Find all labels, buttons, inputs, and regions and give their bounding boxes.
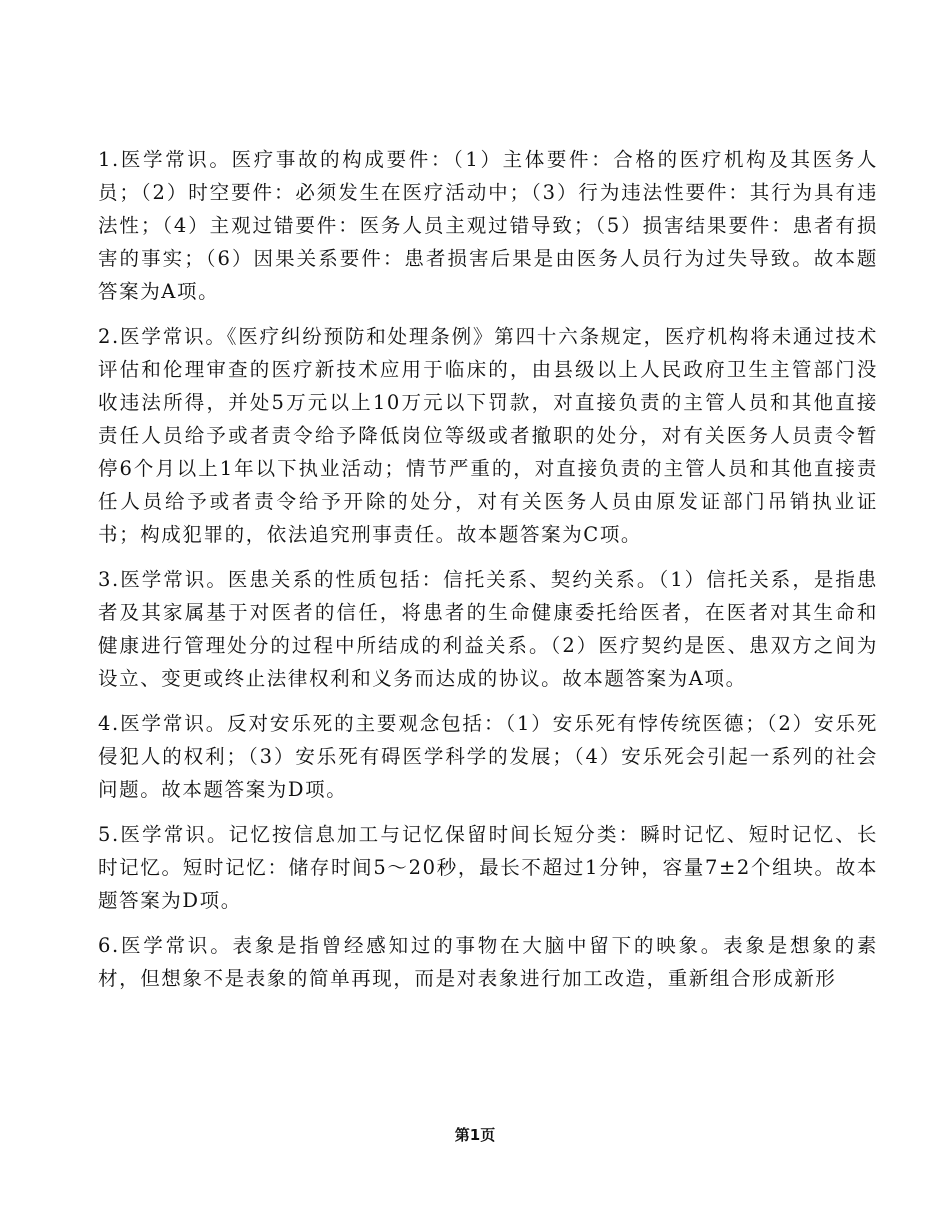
document-body bbox=[98, 143, 878, 1007]
answer-paragraph-4: 4.医学常识。反对安乐死的主要观念包括：（1）安乐死有悖传统医德；（2）安乐死侵犯人的权利；（3）安乐死有碍医学科学的发展；（4）安乐死会引起一系列的社会问题。故本题答案为D项。 bbox=[98, 712, 878, 801]
answer-paragraph-5: 5.医学常识。记忆按信息加工与记忆保留时间长短分类：瞬时记忆、短时记忆、长时记忆。短时记忆：储存时间5～20秒，最长不超过1分钟，容量7±2个组块。故本题答案为D项。 bbox=[98, 823, 878, 912]
answer-paragraph-3: 3.医学常识。医患关系的性质包括：信托关系、契约关系。（1）信托关系，是指患者及其家属基于对医者的信任，将患者的生命健康委托给医者，在医者对其生命和健康进行管理处分的过程中所结成的利益关系。（2）医疗契约是医、患双方之间为设立、变更或终止法律权利和义务而达成的协议。故本题答案为A项。 bbox=[98, 568, 878, 690]
page-number: 第1页 bbox=[454, 1126, 496, 1144]
answer-paragraph-1: 1.医学常识。医疗事故的构成要件：（1）主体要件：合格的医疗机构及其医务人员；（2）时空要件：必须发生在医疗活动中；（3）行为违法性要件：其行为具有违法性；（4）主观过错要件：医务人员主观过错导致；（5）损害结果要件：患者有损害的事实；（6）因果关系要件：患者损害后果是由医务人员行为过失导致。故本题答案为A项。 bbox=[98, 148, 878, 303]
answer-paragraph-6: 6.医学常识。表象是指曾经感知过的事物在大脑中留下的映象。表象是想象的素材，但想象不是表象的简单再现，而是对表象进行加工改造，重新组合形成新形 bbox=[98, 934, 878, 990]
answer-paragraph-2: 2.医学常识。《医疗纠纷预防和处理条例》第四十六条规定，医疗机构将未通过技术评估和伦理审查的医疗新技术应用于临床的，由县级以上人民政府卫生主管部门没收违法所得，并处5万元以上10万元以下罚款，对直接负责的主管人员和其他直接责任人员给予或者责令给予降低岗位等级或者撤职的处分，对有关医务人员责令暂停6个月以上1年以下执业活动；情节严重的，对直接负责的主管人员和其他直接责任人员给予或者责令给予开除的处分，对有关医务人员由原发证部门吊销执业证书；构成犯罪的，依法追究刑事责任。故本题答案为C项。 bbox=[98, 325, 878, 546]
